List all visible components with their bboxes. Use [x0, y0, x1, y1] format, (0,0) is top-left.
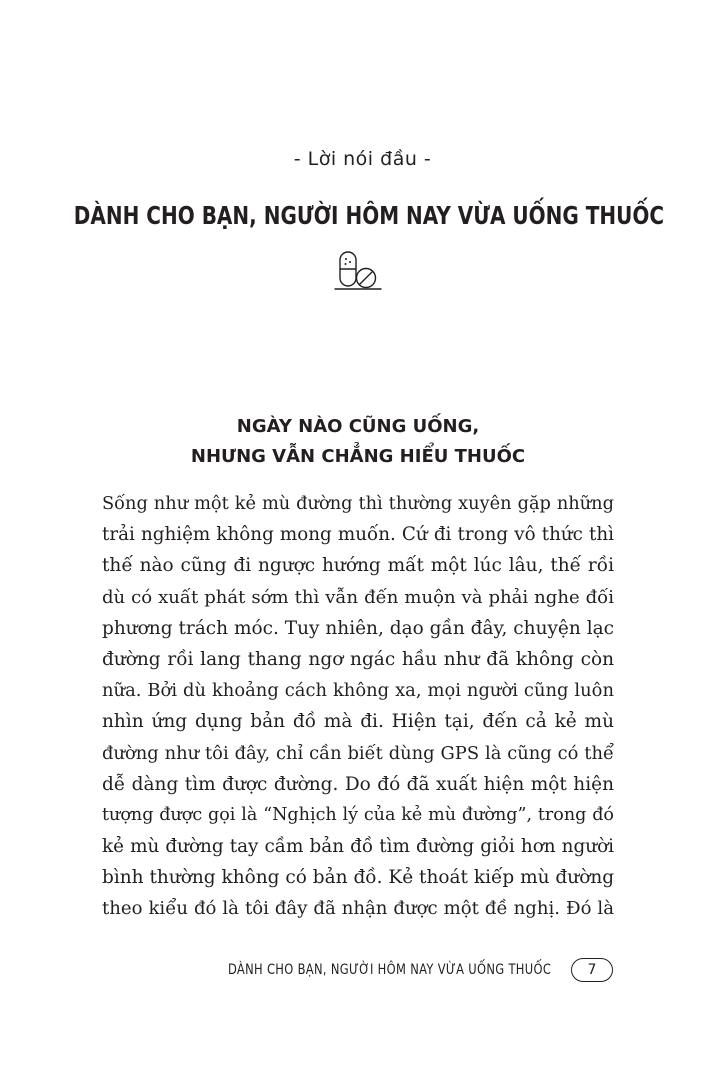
body-line: theo kiểu đó là tôi đây đã nhận được một đề nghị. Đó là — [102, 898, 614, 920]
chapter-title-text: DÀNH CHO BẠN, NGƯỜI HÔM NAY VỪA UỐNG THUỐC — [73, 201, 665, 230]
body-line: trải nghiệm không mong muốn. Cứ đi trong vô thức thì — [102, 524, 614, 546]
body-line: bình thường không có bản đồ. Kẻ thoát kiếp mù đường — [102, 867, 615, 889]
body-line: đường như tôi đây, chỉ cần biết dùng GPS là cũng có thể — [102, 742, 614, 764]
running-title: DÀNH CHO BẠN, NGƯỜI HÔM NAY VỪA UỐNG THUỐC — [227, 962, 551, 978]
body-line: kẻ mù đường tay cầm bản đồ tìm đường giỏi hơn người — [102, 836, 614, 858]
section-heading-line-2: NHƯNG VẪN CHẲNG HIỂU THUỐC — [190, 446, 526, 467]
page-number: 7 — [571, 958, 613, 982]
chapter-title — [0, 198, 725, 234]
body-line: Sống như một kẻ mù đường thì thường xuyên gặp những — [102, 493, 614, 514]
section-heading-line-1: NGÀY NÀO CŨNG UỐNG, — [236, 416, 480, 437]
body-line: thế nào cũng đi ngược hướng mất một lúc lâu, thế rồi — [102, 555, 614, 577]
preface-kicker: - Lời nói đầu - — [293, 148, 432, 170]
pill-capsule-and-tablet-icon — [334, 250, 382, 292]
body-line: tượng được gọi là “Nghịch lý của kẻ mù đường”, trong đó — [102, 804, 614, 825]
section-heading — [0, 412, 716, 472]
page-footer — [157, 956, 613, 984]
body-line: nhìn ứng dụng bản đồ mà đi. Hiện tại, đến cả kẻ mù — [102, 711, 614, 733]
body-paragraph — [102, 488, 614, 925]
body-line: nữa. Bởi dù khoảng cách không xa, mọi người cũng luôn — [102, 680, 614, 702]
body-line: phương trách móc. Tuy nhiên, dạo gần đây, chuyện lạc — [102, 617, 614, 639]
body-line: dù có xuất phát sớm thì vẫn đến muộn và phải nghe đối — [102, 586, 614, 608]
body-line: đường rồi lang thang ngơ ngác hầu như đã không còn — [102, 648, 614, 670]
body-line: dễ dàng tìm được đường. Do đó đã xuất hiện một hiện — [102, 773, 614, 795]
